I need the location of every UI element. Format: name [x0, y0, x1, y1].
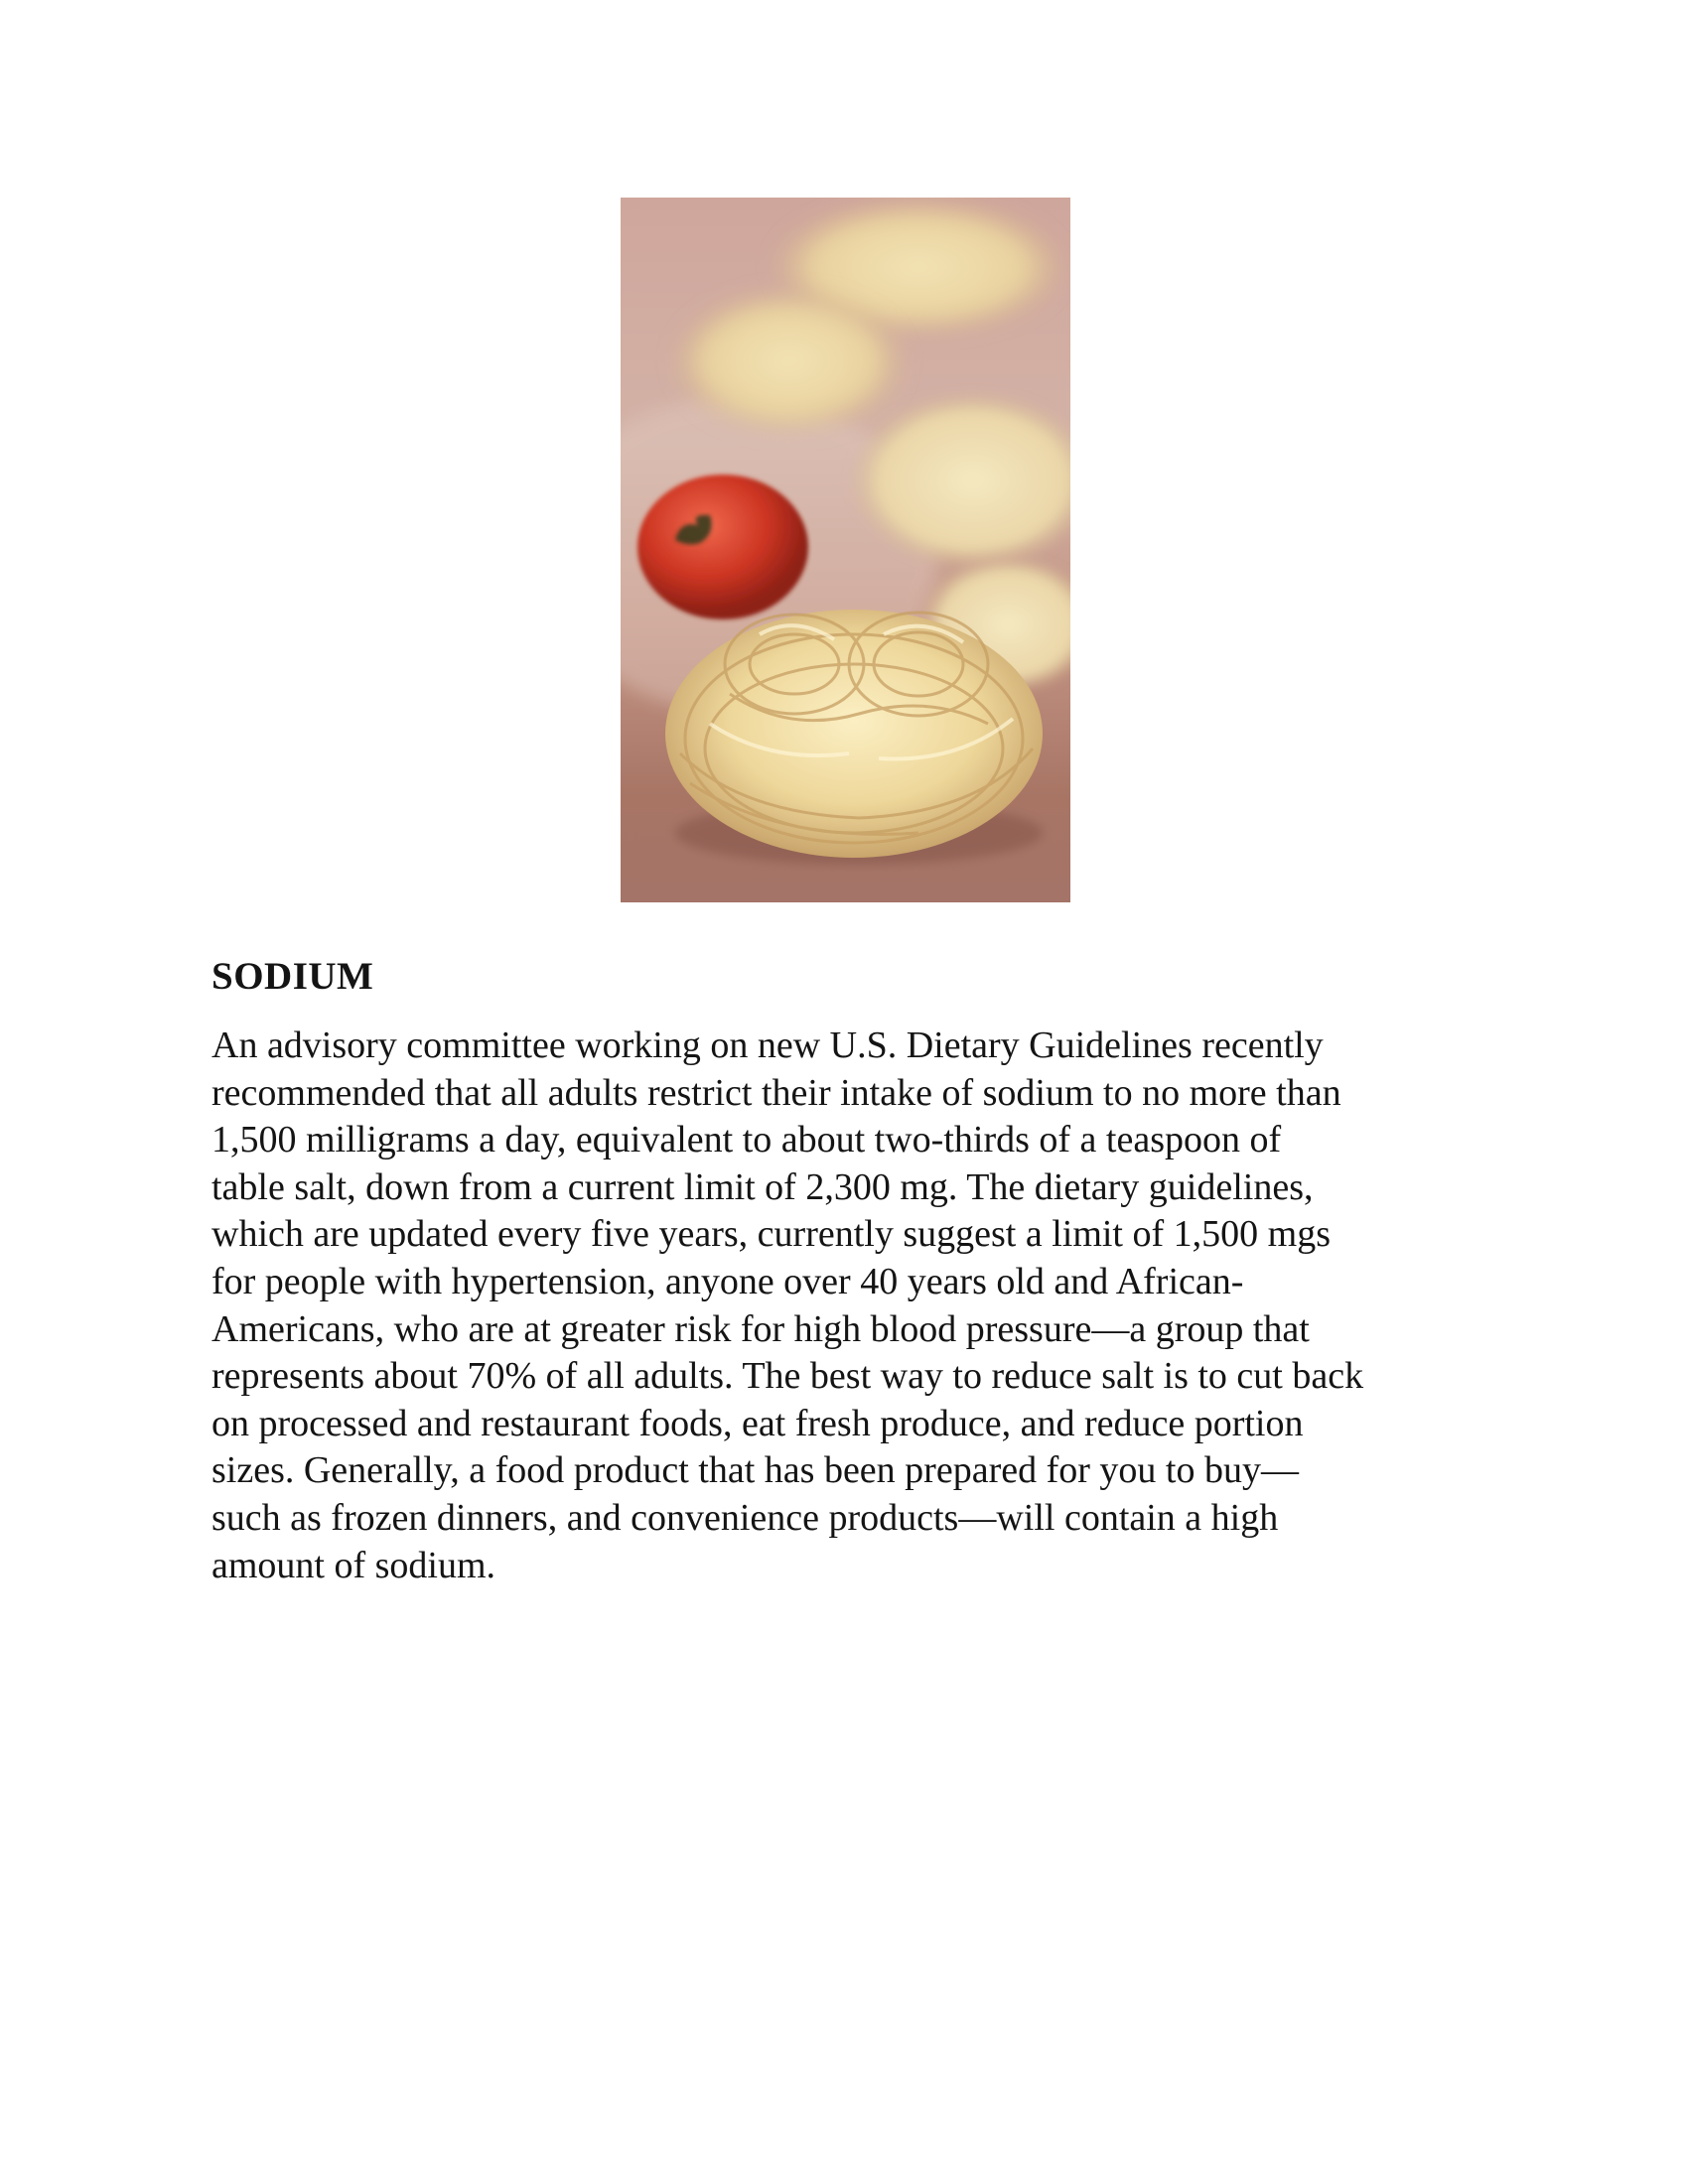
body-line: which are updated every five years, currently suggest a limit of 1,500 mgs: [211, 1213, 1331, 1256]
article-body: [211, 1023, 1522, 1589]
body-line: such as frozen dinners, and convenience products—will contain a high: [211, 1496, 1279, 1539]
body-line: amount of sodium.: [211, 1544, 496, 1586]
body-line: recommended that all adults restrict their intake of sodium to no more than: [211, 1071, 1341, 1114]
body-line: represents about 70% of all adults. The best way to reduce salt is to cut back: [211, 1355, 1364, 1398]
article-heading: SODIUM: [211, 955, 374, 998]
body-line: Americans, who are at greater risk for high blood pressure—a group that: [211, 1307, 1310, 1350]
pasta-nests-illustration: [621, 198, 1070, 902]
body-line: An advisory committee working on new U.S. Dietary Guidelines recently: [211, 1024, 1324, 1066]
body-line: for people with hypertension, anyone over 40 years old and African-: [211, 1260, 1244, 1302]
body-line: on processed and restaurant foods, eat fresh produce, and reduce portion: [211, 1402, 1304, 1444]
body-line: table salt, down from a current limit of 2,300 mg. The dietary guidelines,: [211, 1165, 1314, 1208]
body-line: 1,500 milligrams a day, equivalent to about two-thirds of a teaspoon of: [211, 1119, 1282, 1161]
pasta-nests-photo: [621, 198, 1070, 902]
body-line: sizes. Generally, a food product that has been prepared for you to buy—: [211, 1449, 1299, 1492]
